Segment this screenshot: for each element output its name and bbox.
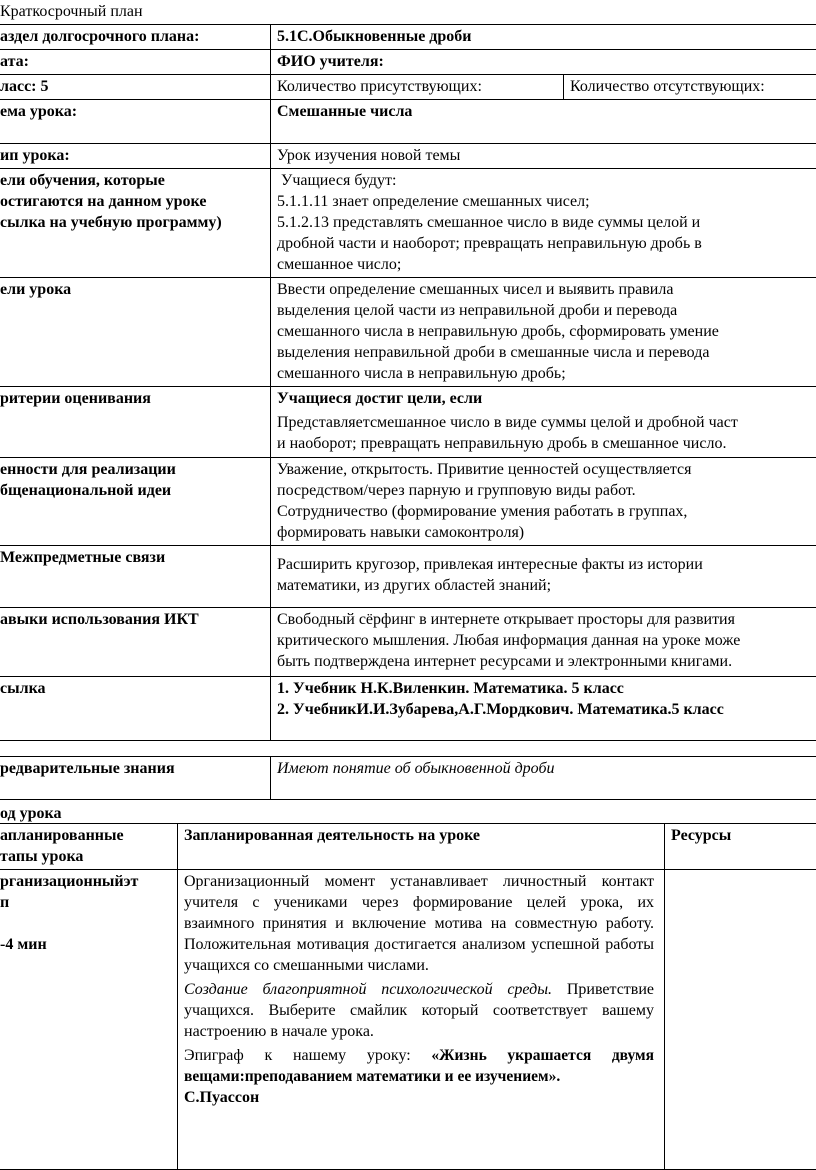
ict-label: авыки использования ИКТ: [0, 608, 271, 677]
date-label: ата:: [0, 50, 271, 75]
references-value: 1. Учебник Н.К.Виленкин. Математика. 5 класс 2. УчебникИ.И.Зубарева,А.Г.Мордкович. Математика.5 класс: [271, 677, 816, 741]
course-table: [0, 823, 816, 1170]
section-value: 5.1С.Обыкновенные дроби: [271, 25, 816, 50]
lesson-goals-value: Ввести определение смешанных чисел и выявить правила выделения целой части из неправильной дроби и перевода смешанного числа в неправильную дробь, сформировать умение выделения неправильной дроби в смешанные числа и перевода смешанного числа в неправильную дробь;: [271, 278, 816, 387]
class-label: ласс: 5: [0, 75, 271, 100]
ict-value: Свободный сёрфинг в интернете открывает просторы для развития критического мышления. Любая информация данная на уроке може быть подтверждена интернет ресурсами и электронными книгами.: [271, 608, 816, 677]
prior-knowledge-label: редварительные знания: [0, 757, 271, 800]
col-header-stages: апланированные тапы урока: [0, 824, 178, 870]
references-label: сылка: [0, 677, 271, 741]
activity-paragraph-1: Организационный момент устанавливает личностный контакт учителя с учениками через формирование целей урока, их взаимного принятия и включение мотива на совместную работу. Положительная мотивация достигается анализом успешной работы учащихся со смешанными числами.: [184, 871, 654, 976]
activity-paragraph-3: Эпиграф к нашему уроку: «Жизнь украшается двумя вещами:преподаванием математики и ее изучением».: [184, 1045, 654, 1087]
col-header-activity: Запланированная деятельность на уроке: [178, 824, 665, 870]
page-title: Краткосрочный план: [0, 2, 143, 22]
topic-value: Смешанные числа: [271, 100, 816, 144]
activity-cell: [178, 870, 665, 1170]
criteria-label: ритерии оценивания: [0, 387, 271, 458]
prior-knowledge-table: [0, 756, 816, 800]
activity-paragraph-2: Создание благоприятной психологической среды. Приветствие учащихся. Выберите смайлик который соответствует вашему настроению в начале урока.: [184, 979, 654, 1042]
plan-table: [0, 24, 816, 741]
epigraph-author: С.Пуассон: [184, 1087, 654, 1108]
col-header-resources: Ресурсы: [665, 824, 816, 870]
values-value: Уважение, открытость. Привитие ценностей осуществляется посредством/через парную и групповую виды работ. Сотрудничество (формирование умения работать в группах, формировать навыки самоконтроля): [271, 458, 816, 546]
stage-cell: рганизационныйэт п -4 мин: [0, 870, 178, 1170]
learning-goals-value: Учащиеся будут: 5.1.1.11 знает определение смешанных чисел; 5.1.2.13 представлять смешанное число в виде суммы целой и дробной части и наоборот; превращать неправильную дробь в смешанное число;: [271, 169, 816, 278]
learning-goals-label: ели обучения, которые остигаются на данном уроке сылка на учебную программу): [0, 169, 271, 278]
absent-count-label: Количество отсутствующих:: [564, 75, 816, 100]
values-label: енности для реализации бщенациональной идеи: [0, 458, 271, 546]
criteria-value: Учащиеся достиг цели, если Представляетсмешанное число в виде суммы целой и дробной част и наоборот; превращать неправильную дробь в смешанное число.: [271, 387, 816, 458]
lesson-goals-label: ели урока: [0, 278, 271, 387]
cross-subject-value: Расширить кругозор, привлекая интересные факты из истории математики, из других областей знаний;: [271, 546, 816, 608]
present-count-label: Количество присутствующих:: [271, 75, 564, 100]
topic-label: ема урока:: [0, 100, 271, 144]
resources-cell: [665, 870, 816, 1170]
type-label: ип урока:: [0, 144, 271, 169]
section-label: аздел долгосрочного плана:: [0, 25, 271, 50]
cross-subject-label: Межпредметные связи: [0, 546, 271, 608]
type-value: Урок изучения новой темы: [271, 144, 816, 169]
prior-knowledge-value: Имеют понятие об обыкновенной дроби: [271, 757, 816, 800]
course-heading: од урока: [0, 804, 62, 824]
teacher-label: ФИО учителя:: [271, 50, 816, 75]
